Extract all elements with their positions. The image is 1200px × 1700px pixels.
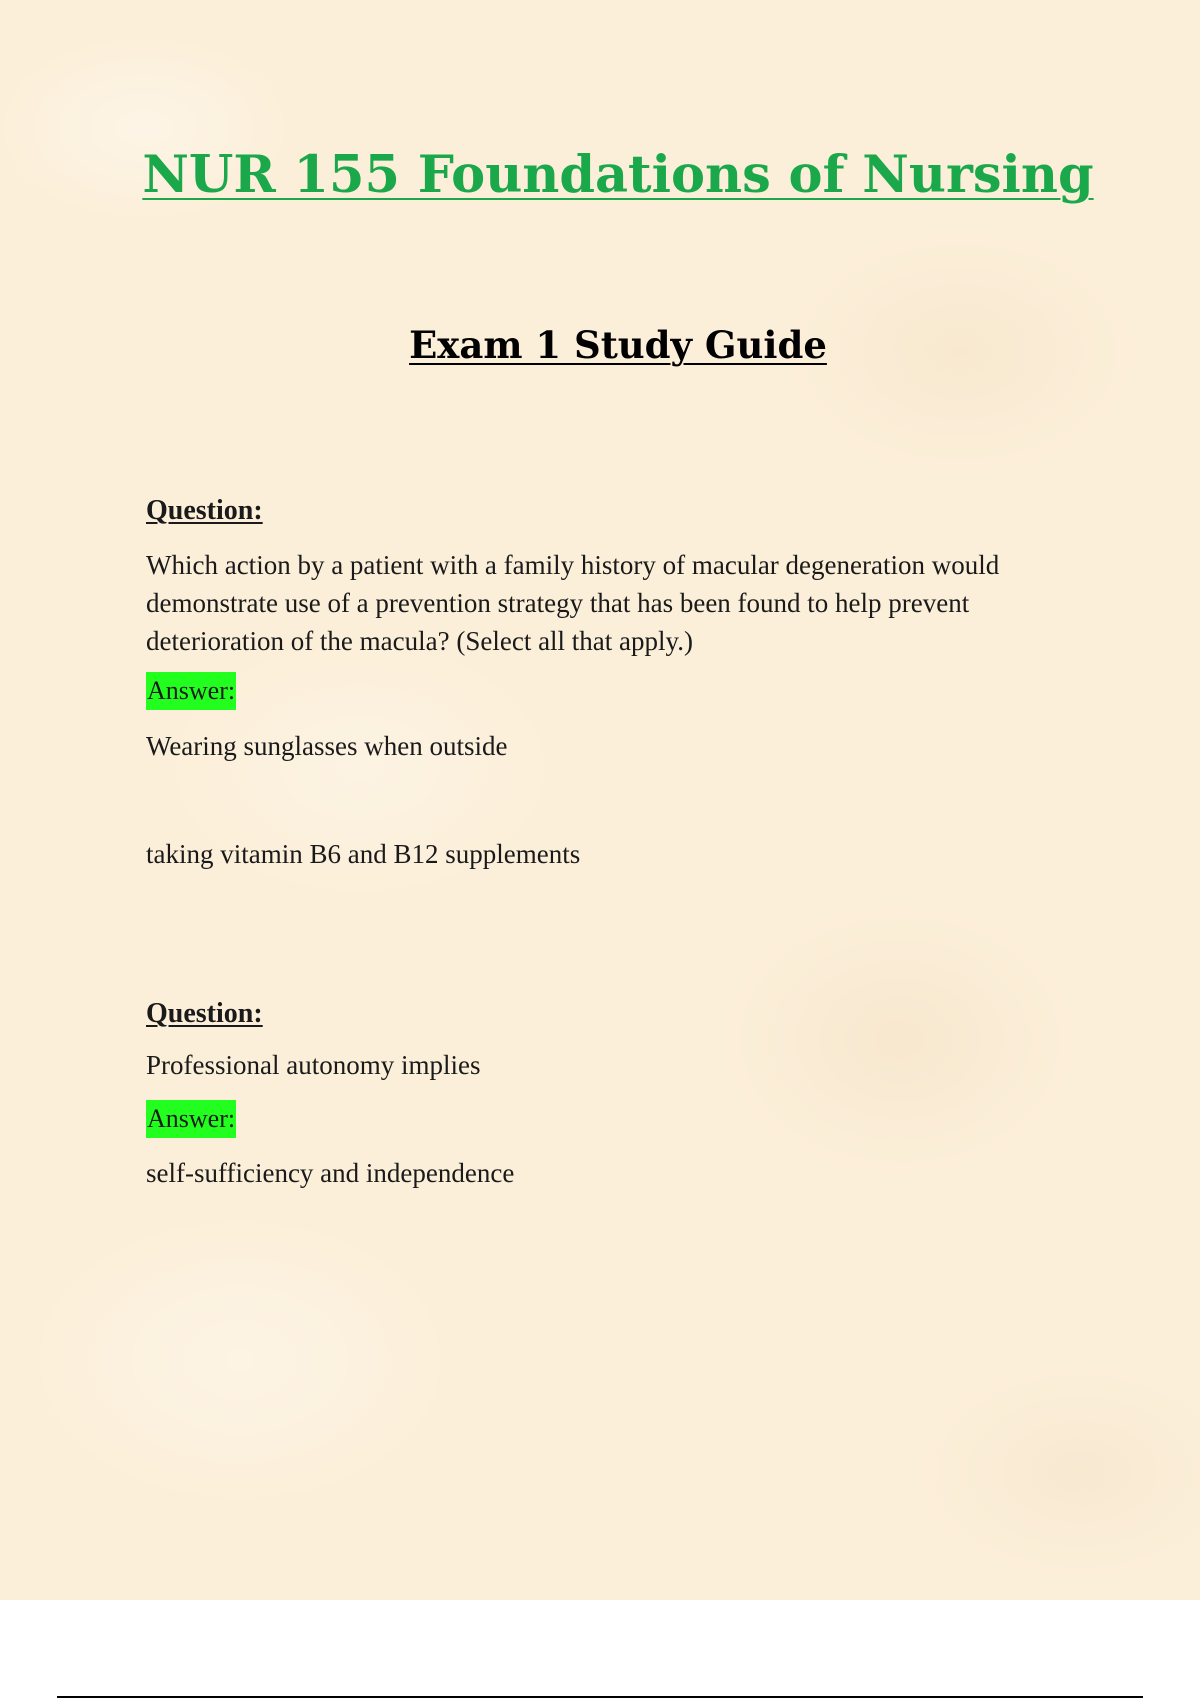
- question-text: Professional autonomy implies: [146, 1050, 481, 1080]
- answer-text: self-sufficiency and independence: [146, 1158, 515, 1188]
- answer-label-block: [146, 1100, 1086, 1138]
- answer-item: [146, 727, 1086, 765]
- question-label-text: Question:: [146, 495, 263, 526]
- footer-rule: [57, 1696, 1143, 1698]
- question-label: [146, 998, 1086, 1030]
- question-label: [146, 495, 1086, 527]
- question-label-text: Question:: [146, 998, 263, 1029]
- answer-label: Answer:: [146, 1100, 236, 1138]
- document-subtitle: Exam 1 Study Guide: [409, 323, 827, 367]
- answer-label: Answer:: [146, 672, 236, 710]
- question-text-block: [146, 546, 1086, 660]
- answer-item: [146, 1154, 1086, 1192]
- question-text: Which action by a patient with a family history of macular degeneration would demonstrate use of a prevention strategy that has been found to help prevent deterioration of the macula? (Select all that apply.): [146, 550, 1000, 656]
- answer-text: Wearing sunglasses when outside: [146, 731, 508, 761]
- question-text-block: [146, 1046, 1086, 1084]
- answer-item: [146, 835, 1086, 873]
- answer-text: taking vitamin B6 and B12 supplements: [146, 839, 581, 869]
- document-title: NUR 155 Foundations of Nursing: [142, 145, 1094, 205]
- answer-label-block: [146, 672, 1086, 710]
